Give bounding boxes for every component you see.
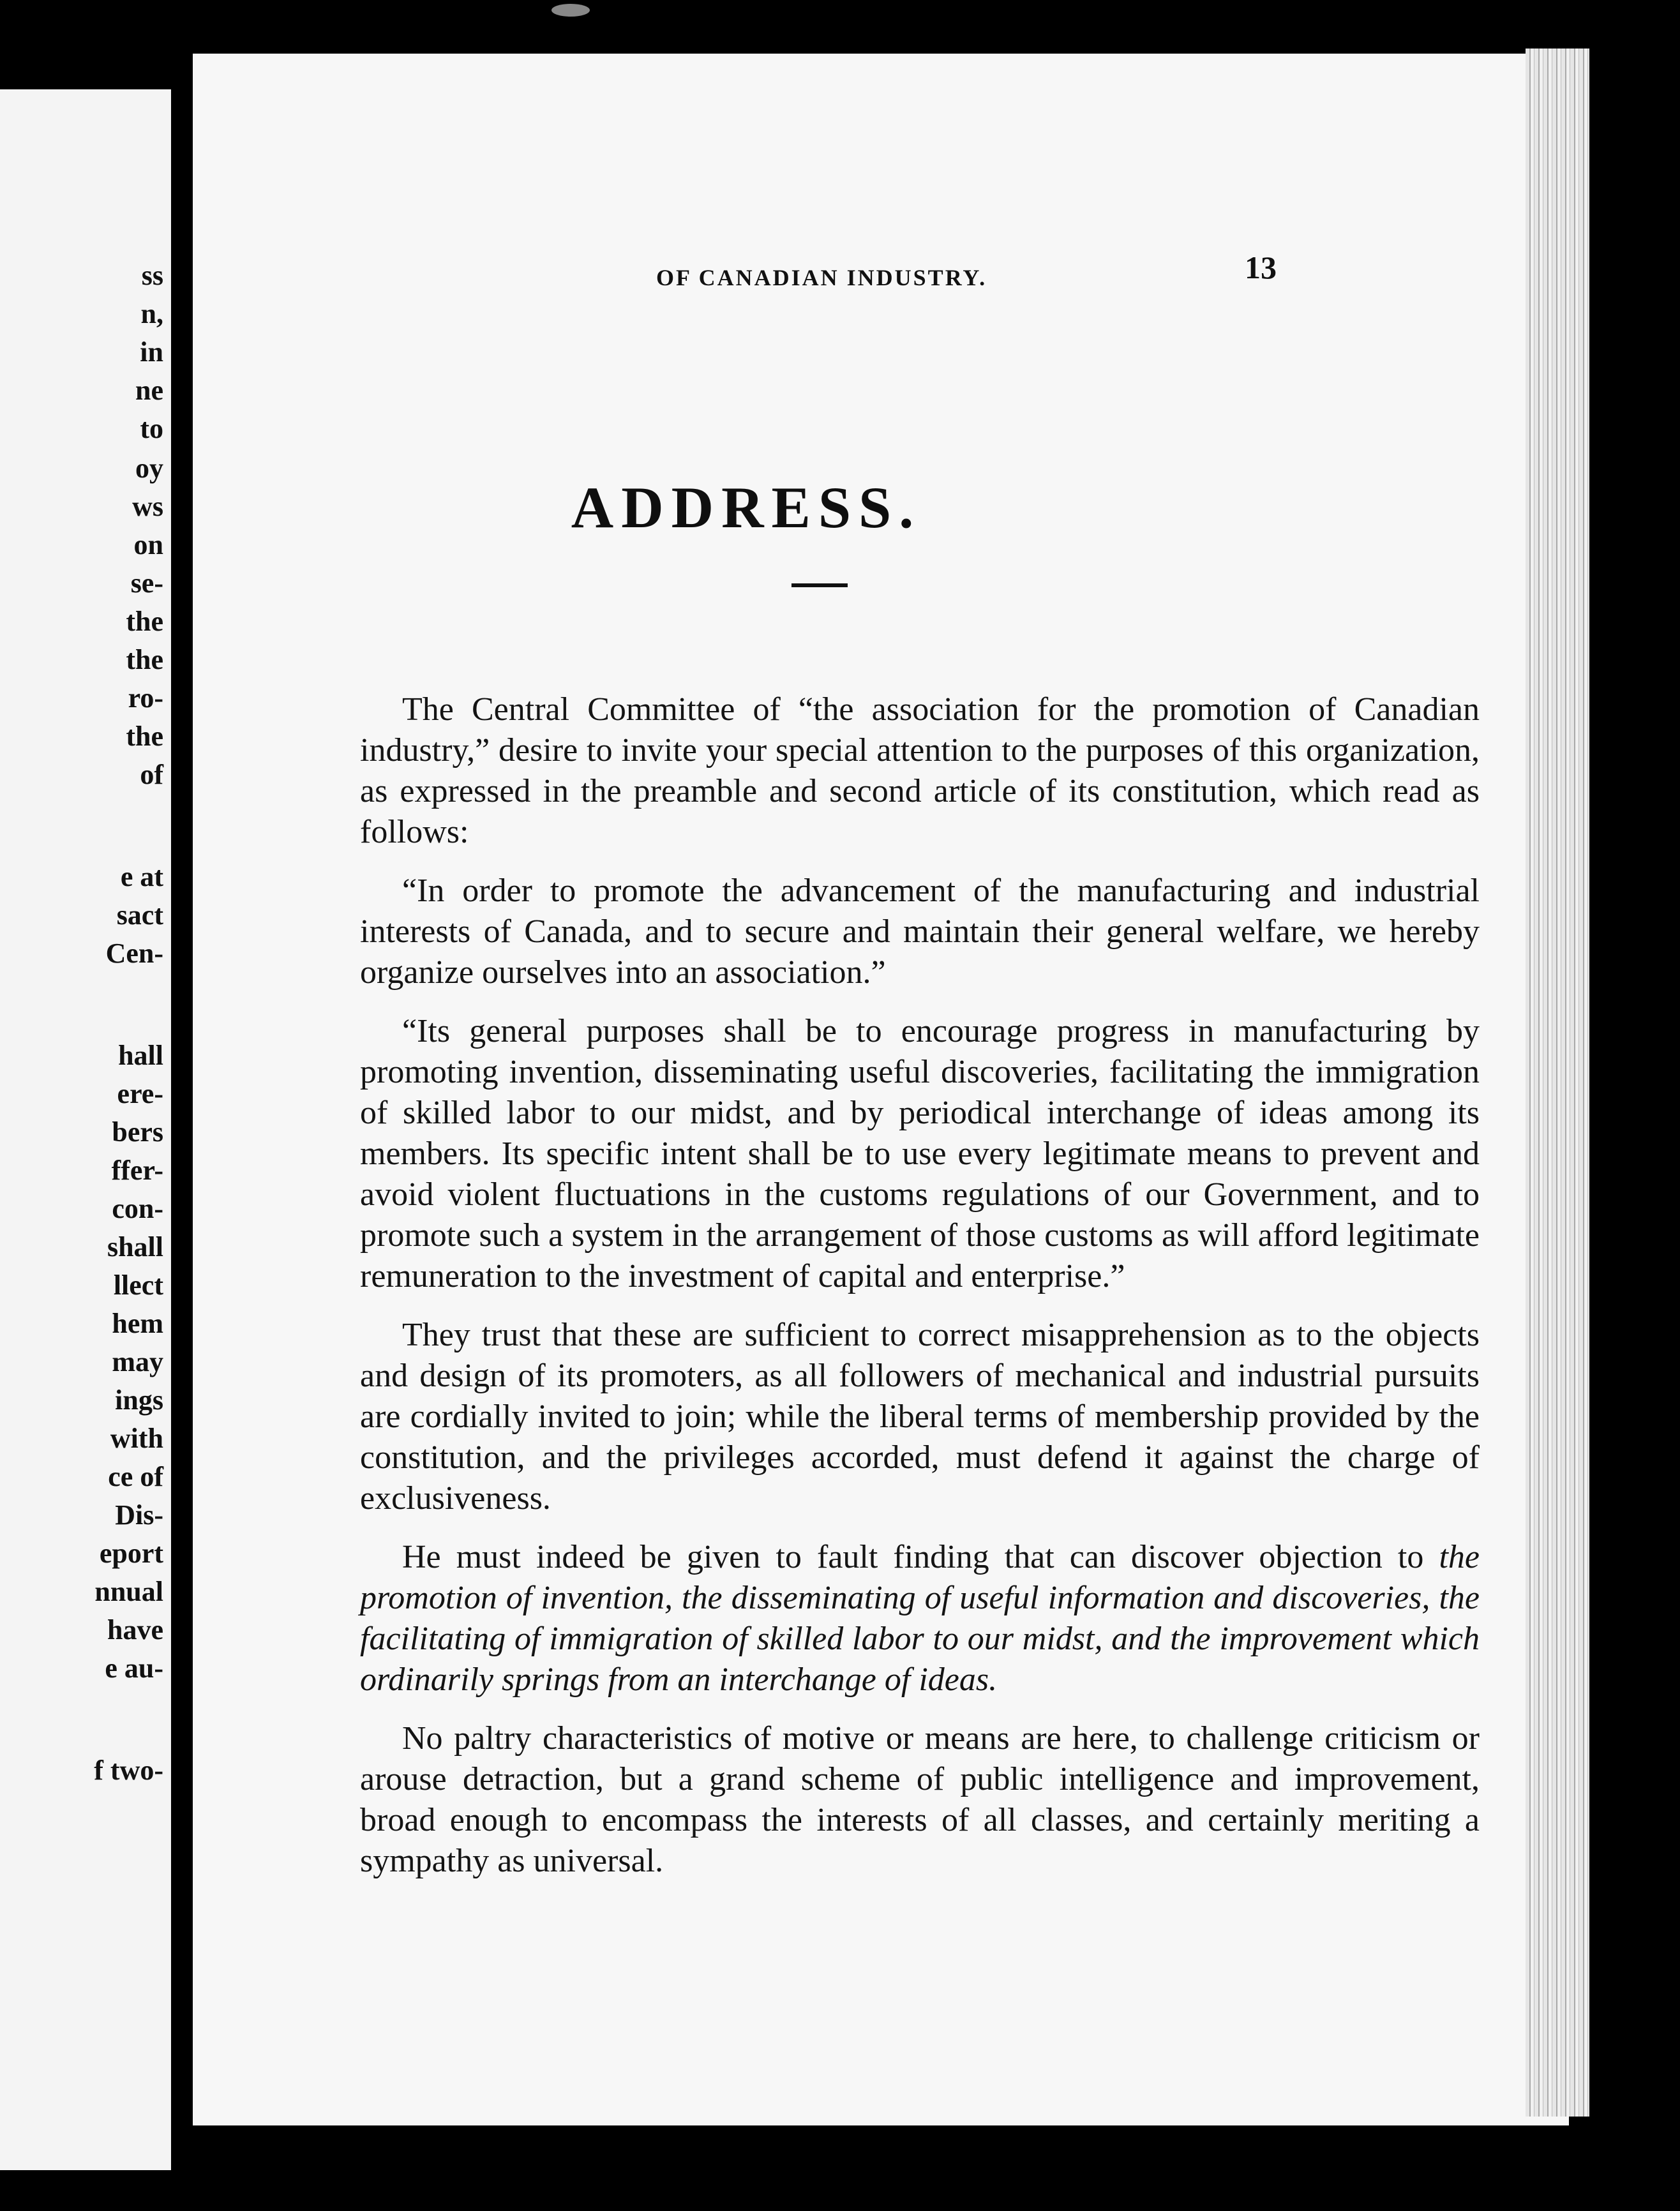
paragraph-4: They trust that these are sufficient to correct misapprehension as to the objects and design of its promoters, as all followers of mechanical and industrial pursuits are cordially invited to join; while the liberal terms of membership provided by the constitution, and the privileges accorded, must defend it against the charge of exclusiveness. [360, 1317, 1480, 1517]
left-page-line: the [126, 606, 163, 637]
left-page-line: hem [112, 1308, 163, 1339]
left-page-line: ings [115, 1384, 163, 1416]
left-page-line: with [110, 1423, 163, 1454]
left-page-line: the [126, 644, 163, 675]
left-page-line: hall [118, 1040, 163, 1071]
page-edges [1526, 49, 1589, 2117]
paragraph-5-lead: He must indeed be given to fault finding that can discover objection to [402, 1539, 1424, 1575]
book-page [193, 54, 1569, 2125]
left-page-line: Dis- [115, 1499, 163, 1531]
title-rule [791, 583, 848, 587]
paragraph-5-italic: the promotion of invention, the disseminating of useful information and discoveries, the facilitating of immigration of skilled labor to our midst, and the improvement which ordinarily springs from an interchange of ideas. [360, 1539, 1480, 1698]
left-page-line: in [140, 336, 163, 368]
paragraph-2: “In order to promote the advancement of the manufacturing and industrial interests of Canada, and to secure and maintain their general welfare, we hereby organize ourselves into an association.” [360, 873, 1480, 991]
left-page-line: e at [120, 861, 163, 892]
left-page-line: f two- [94, 1755, 163, 1786]
left-facing-page [0, 89, 171, 2170]
left-page-line: se- [130, 567, 163, 599]
left-page-line: nnual [94, 1576, 163, 1607]
left-page-line: con- [112, 1193, 163, 1224]
left-page-line: ro- [128, 682, 163, 714]
paragraph-6: No paltry characteristics of motive or means are here, to challenge criticism or arouse detraction, but a grand scheme of public intelligence and improvement, broad enough to encompass the interests of all classes, and certainly meriting a sympathy as universal. [360, 1720, 1480, 1879]
left-page-line: llect [113, 1270, 163, 1301]
left-page-line: ws [132, 491, 163, 522]
left-page-line: ere- [117, 1078, 163, 1109]
left-page-line: of [140, 759, 163, 790]
left-page-line: ffer- [111, 1155, 163, 1186]
left-page-line: n, [140, 298, 163, 329]
page-number: 13 [1245, 250, 1277, 285]
paragraph-1: The Central Committee of “the association for the promotion of Canadian industry,” desire to invite your special attention to the purposes of this organization, as expressed in the preamble and second article of its constitution, which read as follows: [360, 691, 1480, 850]
left-page-line: eport [99, 1538, 163, 1569]
left-page-line: e au- [105, 1653, 163, 1684]
left-page-line: sact [116, 899, 163, 931]
address-body [360, 689, 1480, 1900]
left-page-line: ne [135, 375, 163, 406]
left-page-line: oy [135, 453, 163, 484]
left-page-line: the [126, 721, 163, 752]
ink-speck [551, 4, 590, 17]
left-page-line: on [133, 529, 163, 560]
left-page-line: ce of [108, 1461, 163, 1492]
paragraph-3: “Its general purposes shall be to encourage progress in manufacturing by promoting invention, disseminating useful discoveries, facilitating the immigration of skilled labor to our midst, and by periodical interchange of ideas among its members. Its specific intent shall be to use every legitimate means to prevent and avoid violent fluctuations in the customs regulations of our Government, and to promote such a system in the arrangement of those customs as will afford legitimate remuneration to the investment of capital and enterprise.” [360, 1013, 1480, 1294]
left-page-line: ss [141, 260, 163, 291]
paragraph-5 [360, 1537, 1480, 1700]
left-page-line: Cen- [105, 938, 163, 969]
left-page-line: to [140, 413, 163, 444]
left-page-line: may [112, 1346, 163, 1377]
left-page-line: shall [107, 1231, 163, 1263]
left-page-line: have [107, 1614, 163, 1645]
page-title: ADDRESS. [571, 475, 922, 540]
left-page-line: bers [112, 1116, 163, 1148]
running-head: OF CANADIAN INDUSTRY. [656, 265, 987, 290]
